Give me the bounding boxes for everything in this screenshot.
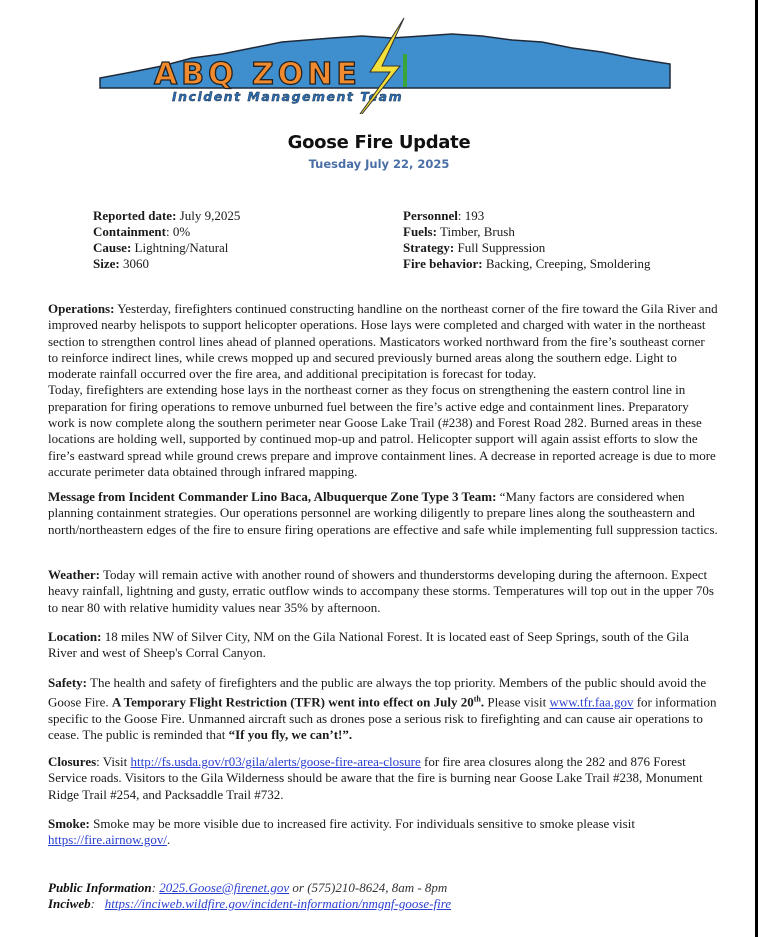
closure-order-link[interactable]: http://fs.usda.gov/r03/gila/alerts/goose-fire-area-closure: [130, 754, 421, 769]
weather-section: Weather: Today will remain active with another round of showers and thunderstorms developing during the afternoon. Expect heavy rainfall, lightning and gusty, erratic outflow winds to accompany these storms. Temperatures will top out in the upper 70s to near 80 with relative humidity values near 35% by afternoon.: [48, 567, 714, 615]
fact-strategy: Strategy: Full Suppression: [403, 240, 546, 255]
fact-reported-date: Reported date: July 9,2025: [93, 208, 241, 223]
fact-fire-behavior: Fire behavior: Backing, Creeping, Smoldering: [403, 256, 651, 271]
svg-text:ABQ ZONE: ABQ ZONE: [154, 57, 361, 92]
location-section: Location: 18 miles NW of Silver City, NM on the Gila National Forest. It is located east of Seep Springs, south of the Gila River and west of Sheep's Corral Canyon.: [48, 629, 689, 661]
operations-paragraph-2: Today, firefighters are extending hose lays in the northeast corner as they focus on strengthening the eastern control line in preparation for firing operations to remove unburned fuel between the fire’s active edge and containment lines. Preparatory work is now complete along the southern perimeter near Goose Lake Trail (#238) and Forest Road 282. Burned areas in these locations are holding well, supported by continued mop-up and patrol. Helicopter support will again assist efforts to slow the fire’s eastward spread while ground crews prepare and improve containment lines. A decrease in reported acreage is due to more accurate perimeter data obtained through infrared mapping.: [48, 382, 716, 479]
abq-zone-logo: [92, 14, 672, 114]
operations-paragraph-1: Operations: Yesterday, firefighters continued constructing handline on the northeast corner of the fire toward the Gila River and improved nearby helispots to support helicopter operations. Hose lays were completed and charged with water in the northeast section to strengthen control lines ahead of planned operations. Masticators worked northward from the fire’s southeast corner to reinforce indirect lines, while crews mopped up and secured previously burned areas along the southern edge. Light to moderate rainfall occurred over the fire area, and additional precipitation is forecast for today.: [48, 301, 718, 382]
safety-section: Safety: The health and safety of firefighters and the public are always the top priority. Members of the public should avoid the Goose Fire. A Temporary Flight Restriction (TFR) went into effect on July 20th. Please visit www.tfr.faa.gov for information specific to the Goose Fire. Unmanned aircraft such as drones pose a serious risk to firefighting and can cause air operations to cease. The public is reminded that “If you fly, we can’t!”.: [48, 675, 717, 743]
airnow-link[interactable]: https://fire.airnow.gov/: [48, 832, 168, 848]
public-information-line: Public Information: 2025.Goose@firenet.gov or (575)210-8624, 8am - 8pm: [48, 880, 448, 895]
document-title: Goose Fire Update: [287, 132, 471, 153]
tfr-faa-link[interactable]: www.tfr.faa.gov: [549, 694, 634, 710]
facts-right-column: [403, 208, 650, 272]
fact-fuels: Fuels: Timber, Brush: [403, 224, 515, 239]
operations-section: [48, 301, 718, 480]
fact-cause: Cause: Lightning/Natural: [93, 240, 229, 255]
public-info-email-link[interactable]: 2025.Goose@firenet.gov: [159, 880, 290, 895]
inciweb-link[interactable]: https://inciweb.wildfire.gov/incident-information/nmgnf-goose-fire: [104, 896, 452, 911]
facts-left-column: [93, 208, 240, 272]
fact-size: Size: 3060: [93, 256, 149, 271]
contact-footer: [48, 880, 451, 912]
fact-containment: Containment: 0%: [93, 224, 191, 239]
closures-section: Closures: Visit http://fs.usda.gov/r03/gila/alerts/goose-fire-area-closure for fire area closures along the 282 and 876 Forest Service roads. Visitors to the Gila Wilderness should be aware that the fire is burning near Goose Lake Trail #238, Monument Ridge Trail #254, and Packsaddle Trail #732.: [48, 754, 703, 802]
commander-message-section: Message from Incident Commander Lino Baca, Albuquerque Zone Type 3 Team: “Many factors are considered when planning containment strategies. Our operations personnel are working diligently to prepare lines along the southeastern and north/northeastern edges of the fire to ensure firing operations are effective and safe while implementing full suppression tactics.: [48, 489, 718, 537]
smoke-section: Smoke: Smoke may be more visible due to increased fire activity. For individuals sensitive to smoke please visit https://fire.airnow.gov/.: [48, 816, 635, 848]
fact-personnel: Personnel: 193: [403, 208, 485, 223]
inciweb-line: Inciweb: https://inciweb.wildfire.gov/incident-information/nmgnf-goose-fire: [48, 896, 452, 911]
svg-text:Incident Management Team: Incident Management Team: [172, 89, 404, 104]
document-date: Tuesday July 22, 2025: [308, 157, 450, 171]
